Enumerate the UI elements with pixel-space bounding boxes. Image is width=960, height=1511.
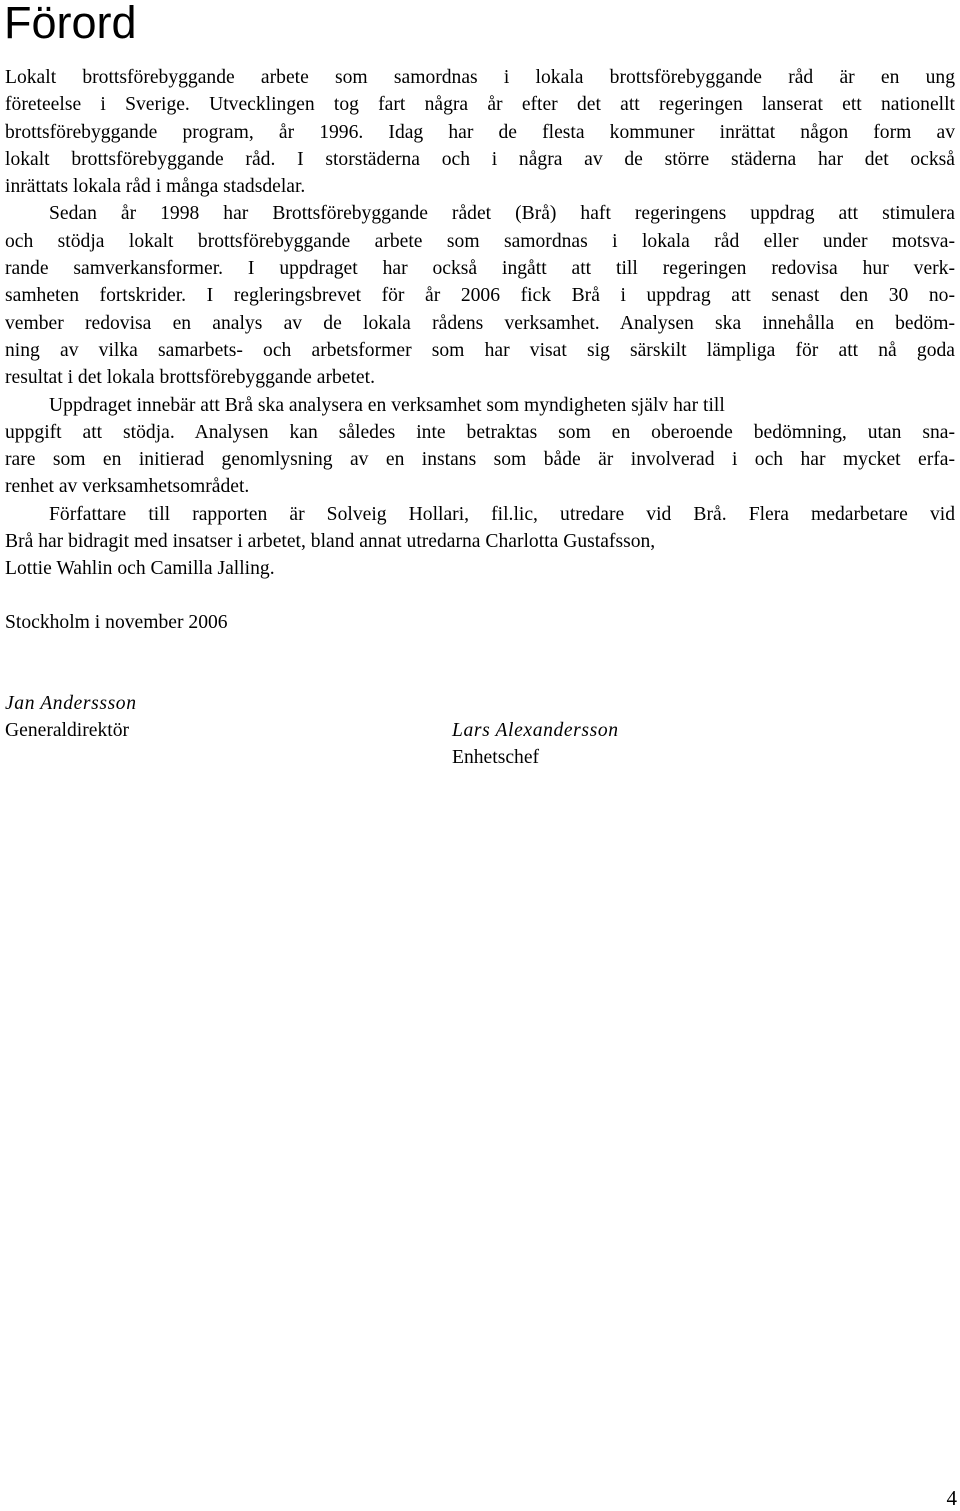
text-line: ning av vilka samarbets- och arbetsformer som har visat sig särskilt lämpliga för att nå goda bbox=[5, 339, 955, 361]
signer-role: Enhetschef bbox=[452, 747, 540, 768]
text-line: lokalt brottsförebyggande råd. I storstäderna och i några av de större städerna har det också bbox=[5, 148, 955, 170]
signature-block bbox=[5, 690, 137, 744]
text-line: resultat i det lokala brottsförebyggande arbetet. bbox=[5, 367, 375, 389]
signer-role: Generaldirektör bbox=[5, 720, 130, 741]
text-line: samheten fortskrider. I regleringsbrevet för år 2006 fick Brå i uppdrag att senast den 30 no- bbox=[5, 285, 955, 307]
text-line: rande samverkansformer. I uppdraget har också ingått att till regeringen redovisa hur verk- bbox=[5, 258, 955, 280]
text-line: Lottie Wahlin och Camilla Jalling. bbox=[5, 558, 275, 580]
signer-name: Jan Anderssson bbox=[5, 693, 137, 714]
text-line: vember redovisa en analys av de lokala rådens verksamhet. Analysen ska innehålla en bedöm- bbox=[5, 312, 955, 334]
page-title: Förord bbox=[4, 0, 137, 48]
text-line: renhet av verksamhetsområdet. bbox=[5, 476, 250, 498]
text-line: Uppdraget innebär att Brå ska analysera en verksamhet som myndigheten själv har till bbox=[49, 394, 725, 416]
text-line: inrättats lokala råd i många stadsdelar. bbox=[5, 176, 306, 198]
text-line: företeelse i Sverige. Utvecklingen tog fart några år efter det att regeringen lanserat ett nationellt bbox=[5, 94, 955, 116]
text-line: Brå har bidragit med insatser i arbetet, bland annat utredarna Charlotta Gustafsson, bbox=[5, 531, 656, 553]
signature-block bbox=[452, 717, 619, 771]
text-line: uppgift att stödja. Analysen kan således inte betraktas som en oberoende bedömning, utan sna- bbox=[5, 421, 955, 443]
text-line: och stödja lokalt brottsförebyggande arbete som samordnas i lokala råd eller under motsva- bbox=[5, 230, 955, 252]
text-line: Författare till rapporten är Solveig Hollari, fil.lic, utredare vid Brå. Flera medarbetare vid bbox=[49, 503, 955, 525]
body-text bbox=[5, 64, 955, 583]
signer-name: Lars Alexandersson bbox=[452, 720, 619, 741]
text-line: brottsförebyggande program, år 1996. Idag har de flesta kommuner inrättat någon form av bbox=[5, 121, 955, 143]
text-line: Sedan år 1998 har Brottsförebyggande rådet (Brå) haft regeringens uppdrag att stimulera bbox=[49, 203, 955, 225]
text-line: rare som en initierad genomlysning av en instans som både är involverad i och har mycket erfa- bbox=[5, 449, 955, 471]
place-date: Stockholm i november 2006 bbox=[5, 612, 228, 633]
text-line: Lokalt brottsförebyggande arbete som samordnas i lokala brottsförebyggande råd är en ung bbox=[5, 67, 955, 88]
page-number: 4 bbox=[946, 1486, 957, 1510]
